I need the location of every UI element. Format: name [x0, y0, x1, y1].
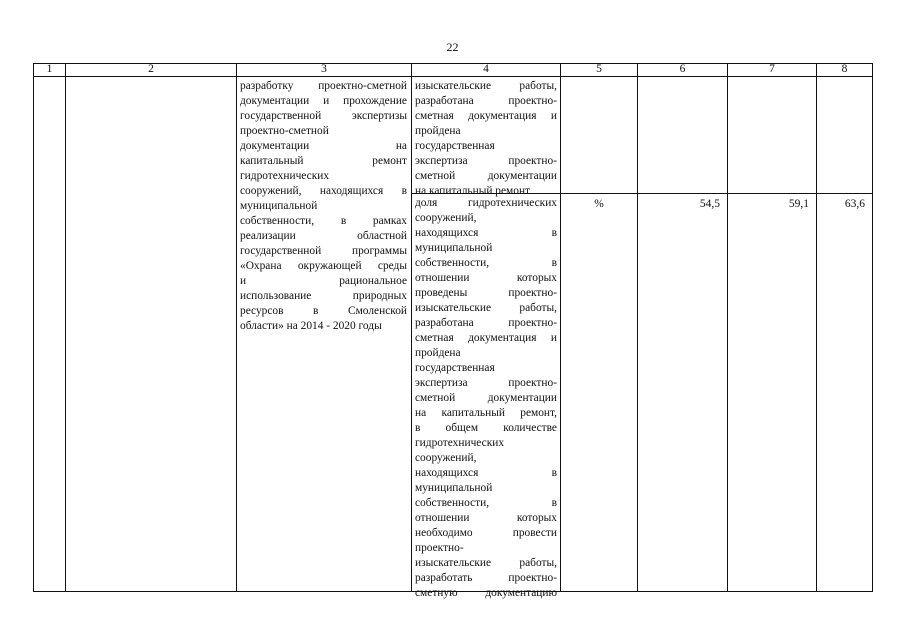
text-line: экспертиза проектно- [415, 377, 557, 389]
text-line: государственная [415, 140, 495, 152]
value-col7-cell: 59,1 [788, 198, 809, 210]
page-number: 22 [446, 40, 459, 54]
text-line: реализации областной [240, 230, 407, 242]
text-line: государственная [415, 362, 495, 374]
text-line: собственности, в рамках [240, 215, 407, 227]
text-line: капитальный ремонт [240, 155, 407, 167]
text-line: документации на [240, 140, 407, 152]
text-line: сооружений, [415, 212, 477, 224]
column-header-4: 4 [483, 63, 489, 75]
text-line: в общем количестве [415, 422, 557, 434]
text-line: гидротехнических [240, 170, 330, 182]
unit-cell: % [594, 198, 604, 210]
column-header-2: 2 [148, 63, 154, 75]
text-line: находящихся в [415, 227, 557, 239]
column-header-6: 6 [679, 63, 686, 75]
text-line: отношении которых [415, 272, 557, 284]
text-line: гидротехнических [415, 437, 505, 449]
activity-description-cell [240, 79, 407, 334]
text-line: изыскательские работы, [415, 302, 557, 314]
text-line: находящихся в [415, 467, 557, 479]
column-header-3: 3 [321, 63, 327, 75]
text-line: государственной программы [240, 245, 407, 257]
text-line: сметной документации [415, 170, 557, 182]
text-line: пройдена [415, 125, 461, 137]
value-col6-cell: 54,5 [699, 198, 720, 210]
text-line: сметной документации [415, 392, 557, 404]
value-col8-cell: 63,6 [844, 198, 865, 210]
text-line: сметную документацию [415, 587, 557, 599]
text-line: использование природных [240, 290, 407, 302]
text-line: изыскательские работы, [415, 80, 557, 92]
text-line: сооружений, находящихся в [240, 185, 407, 197]
text-line: муниципальной [415, 482, 493, 494]
text-line: разработана проектно- [415, 317, 557, 329]
column-header-5: 5 [596, 63, 602, 75]
column-header-1: 1 [46, 63, 53, 75]
indicator-continuation-cell [415, 79, 557, 199]
text-line: на капитальный ремонт [415, 185, 531, 197]
column-header-8: 8 [841, 63, 848, 75]
text-line: пройдена [415, 347, 461, 359]
text-line: ресурсов в Смоленской [240, 305, 407, 317]
text-line: на капитальный ремонт, [415, 407, 557, 419]
column-header-7: 7 [769, 63, 775, 75]
text-line: сметная документация и [415, 332, 557, 344]
text-line: проектно- [415, 542, 464, 554]
indicator-description-cell [415, 196, 557, 601]
text-line: экспертиза проектно- [415, 155, 557, 167]
text-line: и рациональное [240, 275, 407, 287]
text-line: муниципальной [415, 242, 493, 254]
text-line: муниципальной [240, 200, 318, 212]
text-line: сооружений, [415, 452, 477, 464]
text-line: разработать проектно- [415, 572, 557, 584]
text-line: отношении которых [415, 512, 557, 524]
text-line: области» на 2014 - 2020 годы [240, 320, 382, 332]
text-line: разработку проектно-сметной [240, 80, 407, 92]
text-line: сметная документация и [415, 110, 557, 122]
text-line: разработана проектно- [415, 95, 557, 107]
text-line: государственной экспертизы [240, 110, 407, 122]
text-line: проведены проектно- [415, 287, 557, 299]
text-line: проектно-сметной [240, 125, 329, 137]
text-line: собственности, в [415, 257, 557, 269]
text-line: собственности, в [415, 497, 557, 509]
text-line: изыскательские работы, [415, 557, 557, 569]
text-line: доля гидротехнических [415, 197, 557, 209]
text-line: документации и прохождение [240, 95, 407, 107]
text-line: «Охрана окружающей среды [240, 260, 407, 272]
text-line: необходимо провести [415, 527, 557, 539]
